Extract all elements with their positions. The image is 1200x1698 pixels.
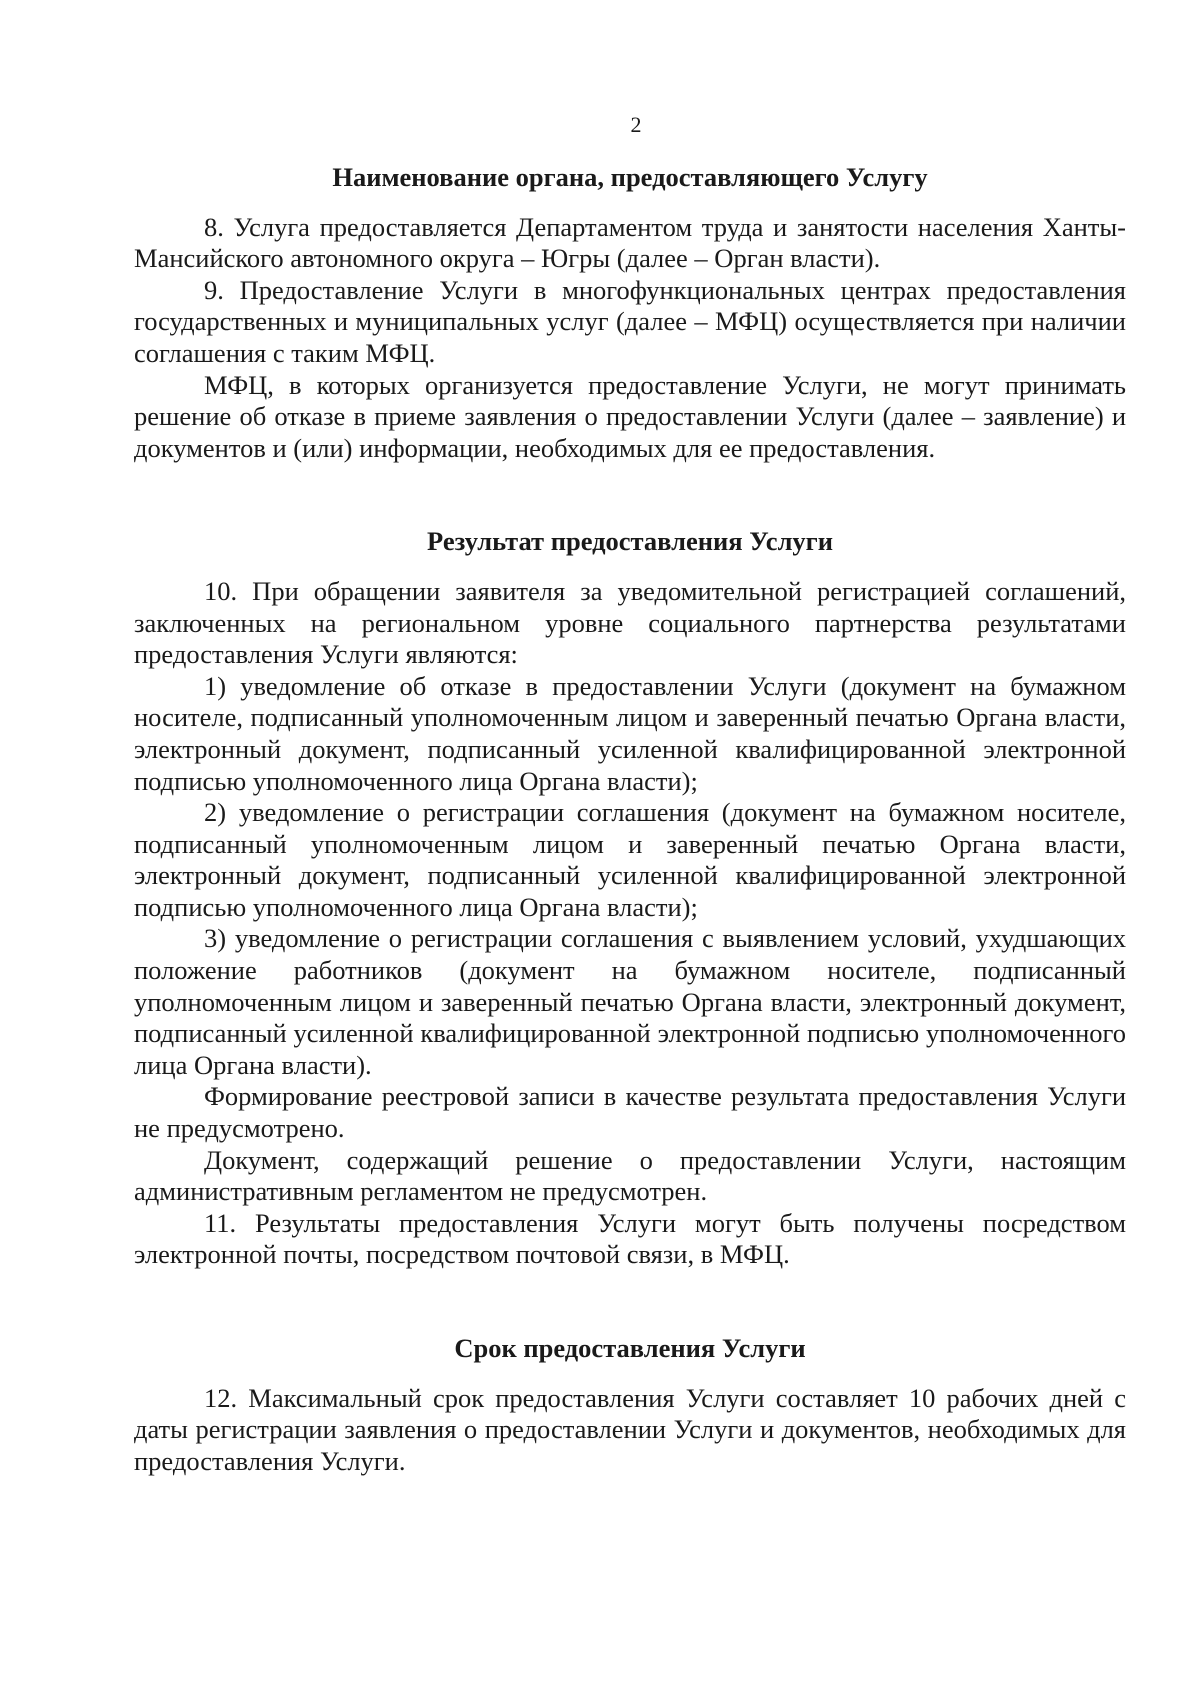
paragraph: 10. При обращении заявителя за уведомительной регистрацией соглашений, заключенных на региональном уровне социального партнерства результатами предоставления Услуги являются: — [134, 575, 1126, 670]
section-heading-authority: Наименование органа, предоставляющего Услугу — [332, 162, 928, 192]
document-page — [134, 112, 1126, 1477]
list-item: 1) уведомление об отказе в предоставлении Услуги (документ на бумажном носителе, подписанный уполномоченным лицом и заверенный печатью Органа власти, электронный документ, подписанный усиленной квалифицированной электронной подписью уполномоченного лица Органа власти); — [134, 670, 1126, 796]
list-item: 3) уведомление о регистрации соглашения с выявлением условий, ухудшающих положение работников (документ на бумажном носителе, подписанный уполномоченным лицом и заверенный печатью Органа власти, электронный документ, подписанный усиленной квалифицированной электронной подписью уполномоченного лица Органа власти). — [134, 923, 1126, 1080]
paragraph: 11. Результаты предоставления Услуги могут быть получены посредством электронной почты, посредством почтовой связи, в МФЦ. — [134, 1207, 1126, 1270]
paragraph: 12. Максимальный срок предоставления Услуги составляет 10 рабочих дней с даты регистрации заявления о предоставлении Услуги и документов, необходимых для предоставления Услуги. — [134, 1382, 1126, 1476]
page-number: 2 — [630, 112, 642, 137]
paragraph: Документ, содержащий решение о предоставлении Услуги, настоящим административным регламентом не предусмотрен. — [134, 1144, 1126, 1207]
paragraph: 9. Предоставление Услуги в многофункциональных центрах предоставления государственных и муниципальных услуг (далее – МФЦ) осуществляется при наличии соглашения с таким МФЦ. — [134, 274, 1126, 368]
section-heading-result: Результат предоставления Услуги — [427, 526, 833, 557]
list-item: 2) уведомление о регистрации соглашения (документ на бумажном носителе, подписанный уполномоченным лицом и заверенный печатью Органа власти, электронный документ, подписанный усиленной квалифицированной электронной подписью уполномоченного лица Органа власти); — [134, 797, 1126, 922]
paragraph: МФЦ, в которых организуется предоставление Услуги, не могут принимать решение об отказе в приеме заявления о предоставлении Услуги (далее – заявление) и документов и (или) информации, необходимых для ее предоставления. — [134, 369, 1126, 463]
section-heading-term: Срок предоставления Услуги — [454, 1333, 806, 1363]
paragraph: Формирование реестровой записи в качестве результата предоставления Услуги не предусмотрено. — [134, 1081, 1126, 1144]
paragraph: 8. Услуга предоставляется Департаментом труда и занятости населения Ханты-Мансийского автономного округа – Югры (далее – Орган власти). — [134, 211, 1126, 274]
